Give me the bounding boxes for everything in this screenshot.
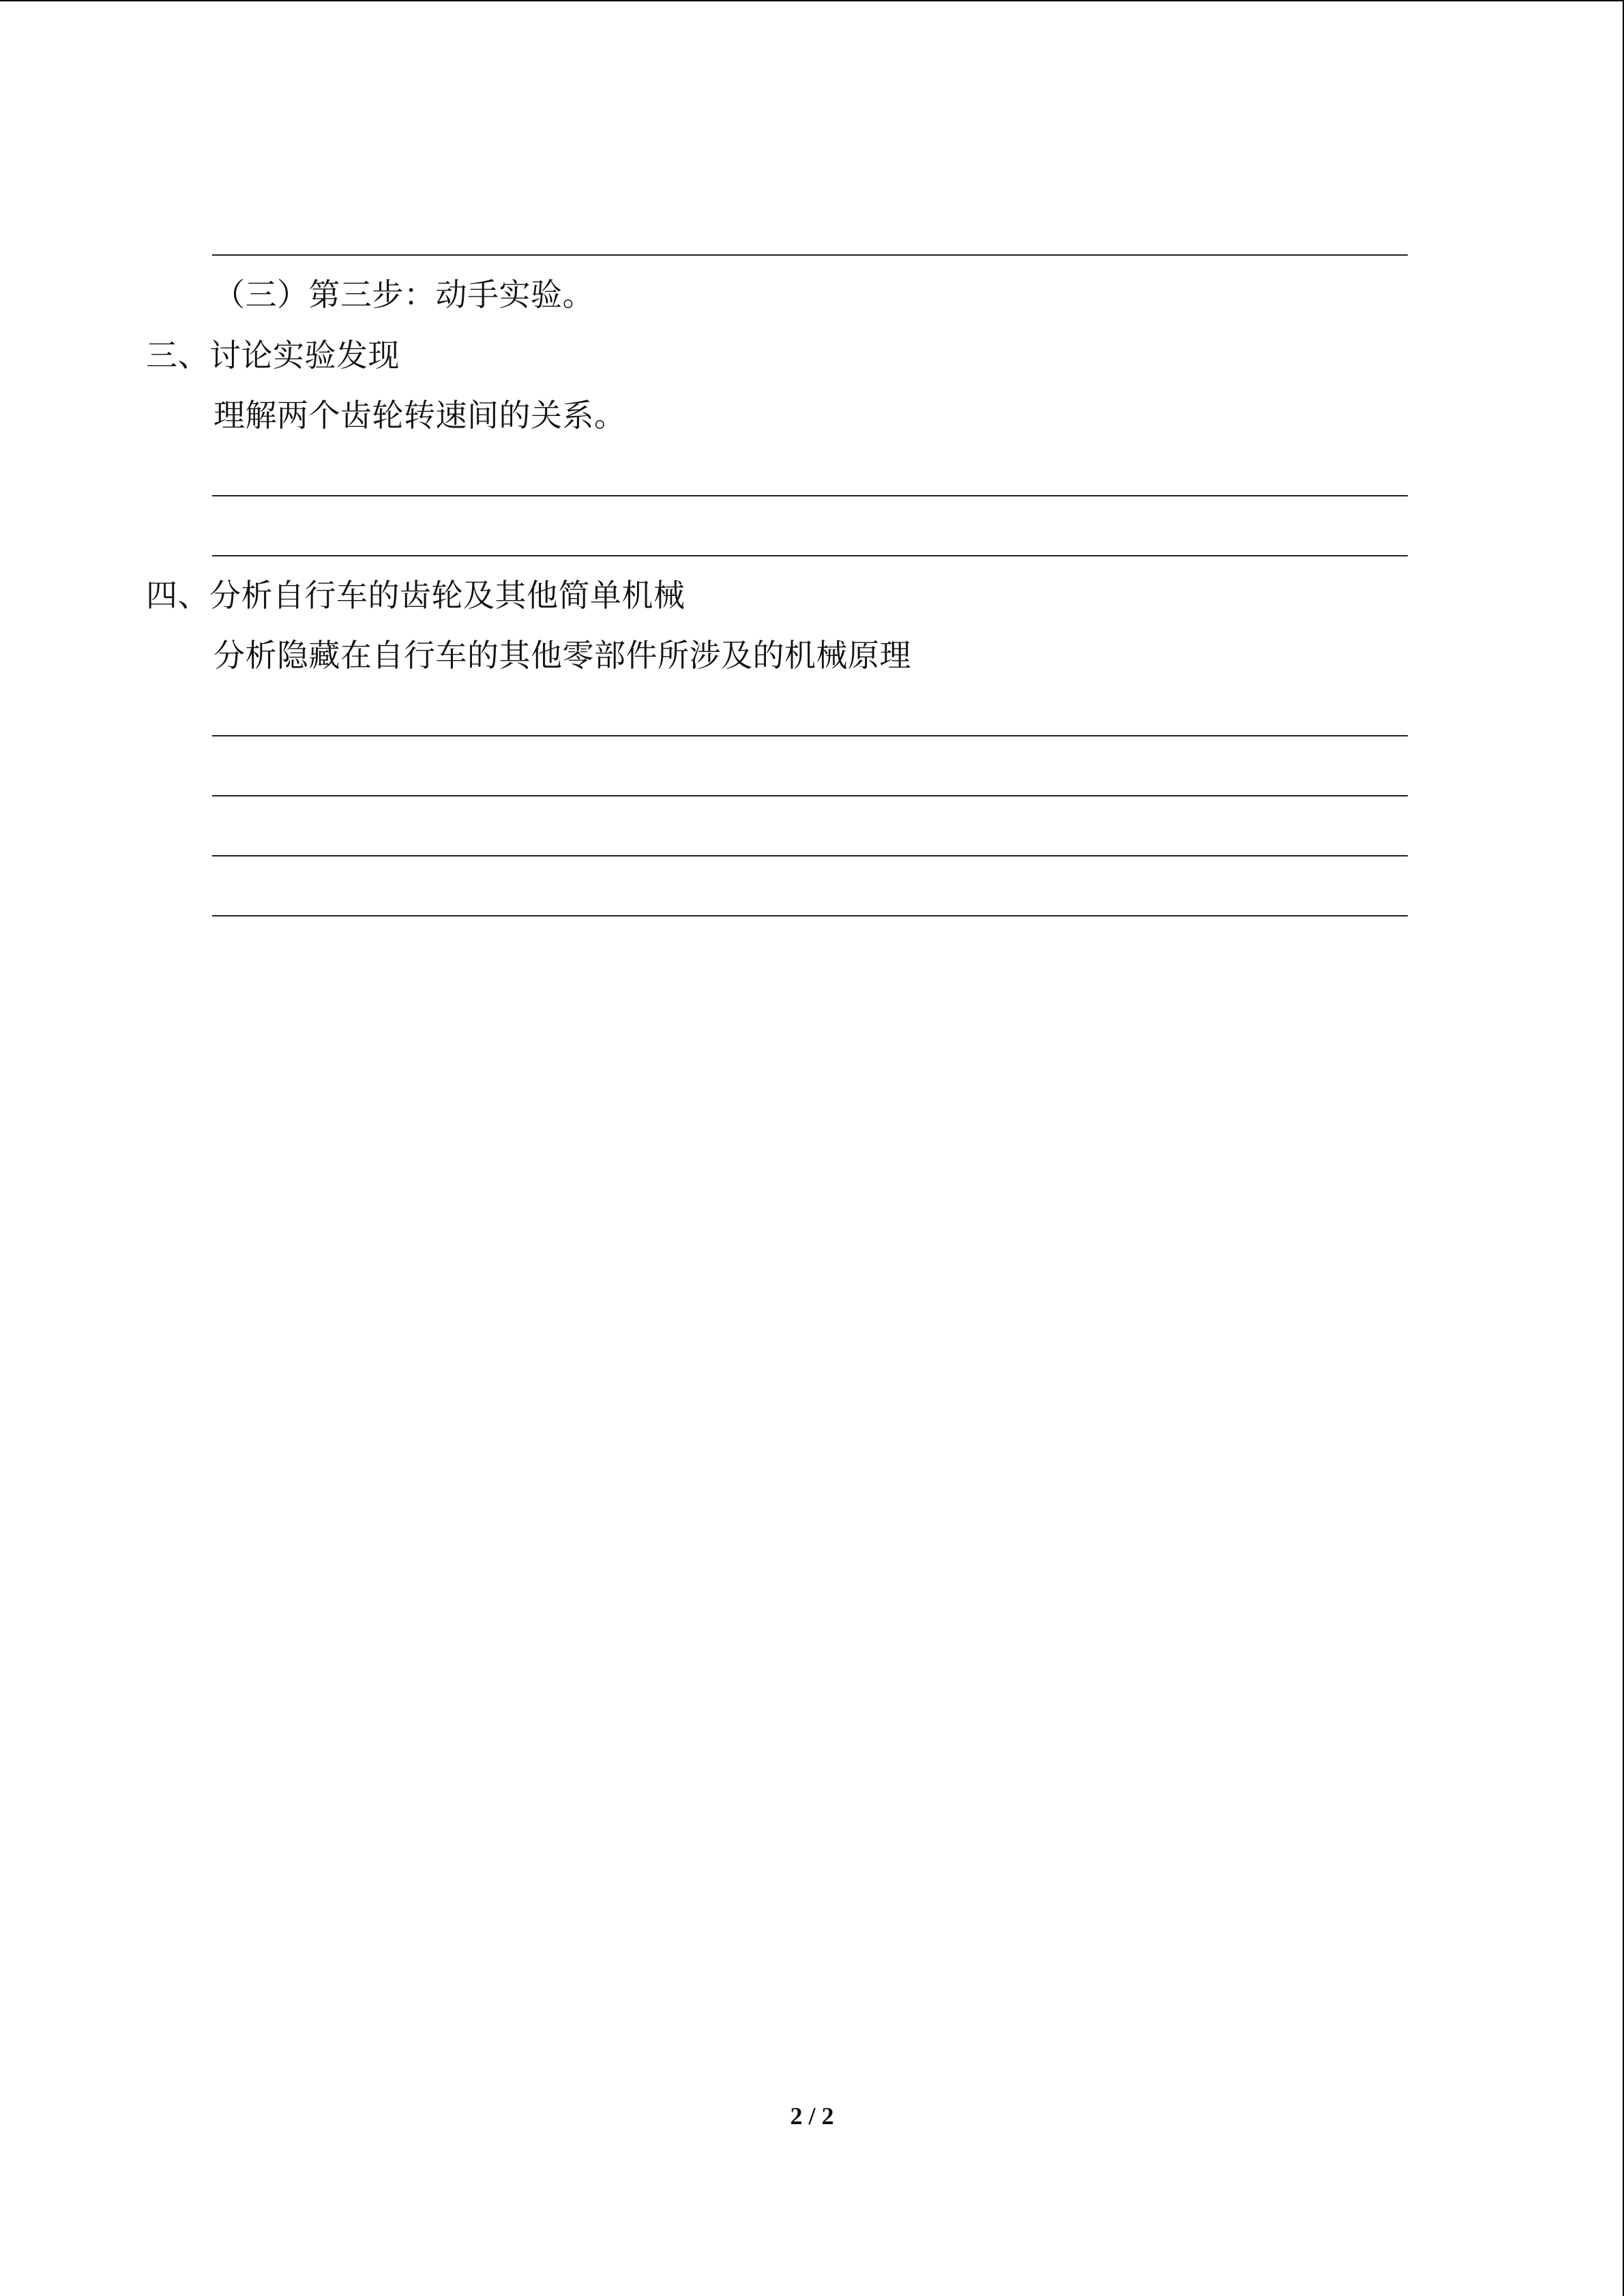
answer-line (212, 855, 1408, 856)
answer-line (212, 254, 1408, 256)
answer-line (212, 735, 1408, 736)
answer-line (212, 555, 1408, 556)
section-three-title: 三、讨论实验发现 (146, 337, 400, 374)
answer-line (212, 495, 1408, 496)
page-number: 2 / 2 (790, 2102, 834, 2130)
section-three-prompt: 理解两个齿轮转速间的关系。 (213, 397, 626, 434)
section-four-prompt: 分析隐藏在自行车的其他零部件所涉及的机械原理 (213, 637, 911, 674)
step-three-label: （三）第三步：动手实验。 (213, 276, 594, 313)
answer-line (212, 795, 1408, 796)
section-four-title: 四、分析自行车的齿轮及其他简单机械 (146, 577, 685, 614)
answer-line (212, 915, 1408, 916)
